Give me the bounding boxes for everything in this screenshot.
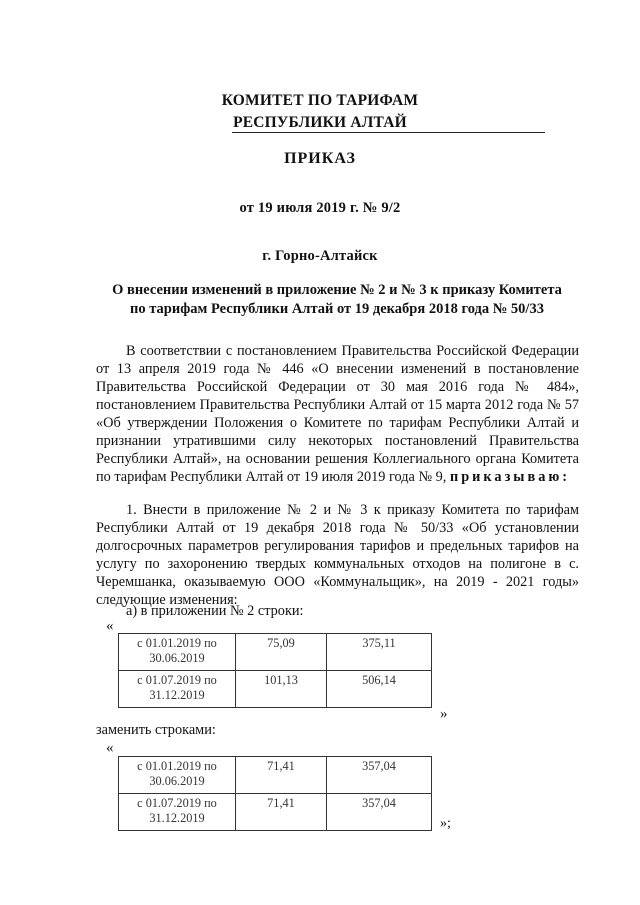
subject-line1: О внесении изменений в приложение № 2 и № 3 к приказу Комитета bbox=[112, 282, 562, 298]
tariff-value-2: 506,14 bbox=[327, 671, 432, 708]
clause-1-paragraph bbox=[96, 501, 579, 609]
order-city: г. Горно-Алтайск bbox=[262, 248, 378, 264]
period-cell bbox=[119, 634, 236, 671]
period-end: 31.12.2019 bbox=[149, 811, 205, 825]
tariff-value-2: 375,11 bbox=[327, 634, 432, 671]
period-start: с 01.01.2019 по bbox=[137, 759, 217, 773]
table-row bbox=[119, 634, 432, 671]
order-word: приказываю: bbox=[449, 469, 571, 485]
period-end: 31.12.2019 bbox=[149, 688, 205, 702]
replace-with-label: заменить строками: bbox=[96, 722, 216, 738]
subclause-a: а) в приложении № 2 строки: bbox=[126, 603, 304, 619]
committee-name-line2: РЕСПУБЛИКИ АЛТАЙ bbox=[233, 114, 407, 131]
period-end: 30.06.2019 bbox=[149, 774, 205, 788]
subject-line2: по тарифам Республики Алтай от 19 декабря 2018 года № 50/33 bbox=[130, 301, 544, 317]
quote-close-semicolon: »; bbox=[440, 816, 451, 831]
table-row bbox=[119, 757, 432, 794]
clause-1-text: 1. Внести в приложение № 2 и № 3 к приказу Комитета по тарифам Республики Алтай от 19 декабря 2018 года № 50/33 «Об установлении долгосрочных параметров регулирования тарифов и предельных тарифов на услугу по захоронению твердых коммунальных отходов на полигоне в с. Черемшанка, оказываемую ООО «Коммунальщик», на 2019 - 2021 годы» следующие изменения: bbox=[96, 502, 579, 608]
quote-open-mark: « bbox=[106, 618, 114, 634]
period-cell bbox=[119, 757, 236, 794]
tariff-value-1: 75,09 bbox=[236, 634, 327, 671]
tariff-value-1: 101,13 bbox=[236, 671, 327, 708]
preamble-text: В соответствии с постановлением Правительства Российской Федерации от 13 апреля 2019 года № 446 «О внесении изменений в постановление Правительства Российской Федерации от 30 мая 2016 года № 484», постановлением Правительства Республики Алтай от 15 марта 2012 года № 57 «Об утверждении Положения о Комитете по тарифам Республики Алтай и признании утратившими силу некоторых постановлений Правительства Республики Алтай», на основании решения Коллегиального органа Комитета по тарифам Республики Алтай от 19 июля 2019 года № 9, bbox=[96, 343, 579, 485]
table-row bbox=[119, 794, 432, 831]
period-cell bbox=[119, 794, 236, 831]
preamble-paragraph bbox=[96, 342, 579, 486]
tariff-value-1: 71,41 bbox=[236, 794, 327, 831]
order-subject bbox=[100, 281, 574, 319]
period-cell bbox=[119, 671, 236, 708]
committee-name-line1: КОМИТЕТ ПО ТАРИФАМ bbox=[221, 92, 419, 109]
table-row bbox=[119, 671, 432, 708]
tariff-value-2: 357,04 bbox=[327, 794, 432, 831]
header-divider bbox=[232, 132, 545, 133]
period-start: с 01.01.2019 по bbox=[137, 636, 217, 650]
period-end: 30.06.2019 bbox=[149, 651, 205, 665]
quote-open-mark: « bbox=[106, 740, 114, 756]
order-date-number: от 19 июля 2019 г. № 9/2 bbox=[239, 200, 401, 216]
document-title: ПРИКАЗ bbox=[284, 150, 356, 167]
tariff-value-1: 71,41 bbox=[236, 757, 327, 794]
old-tariff-table bbox=[118, 633, 432, 708]
period-start: с 01.07.2019 по bbox=[137, 673, 217, 687]
quote-close-mark: » bbox=[440, 706, 448, 722]
tariff-value-2: 357,04 bbox=[327, 757, 432, 794]
period-start: с 01.07.2019 по bbox=[137, 796, 217, 810]
new-tariff-table bbox=[118, 756, 432, 831]
